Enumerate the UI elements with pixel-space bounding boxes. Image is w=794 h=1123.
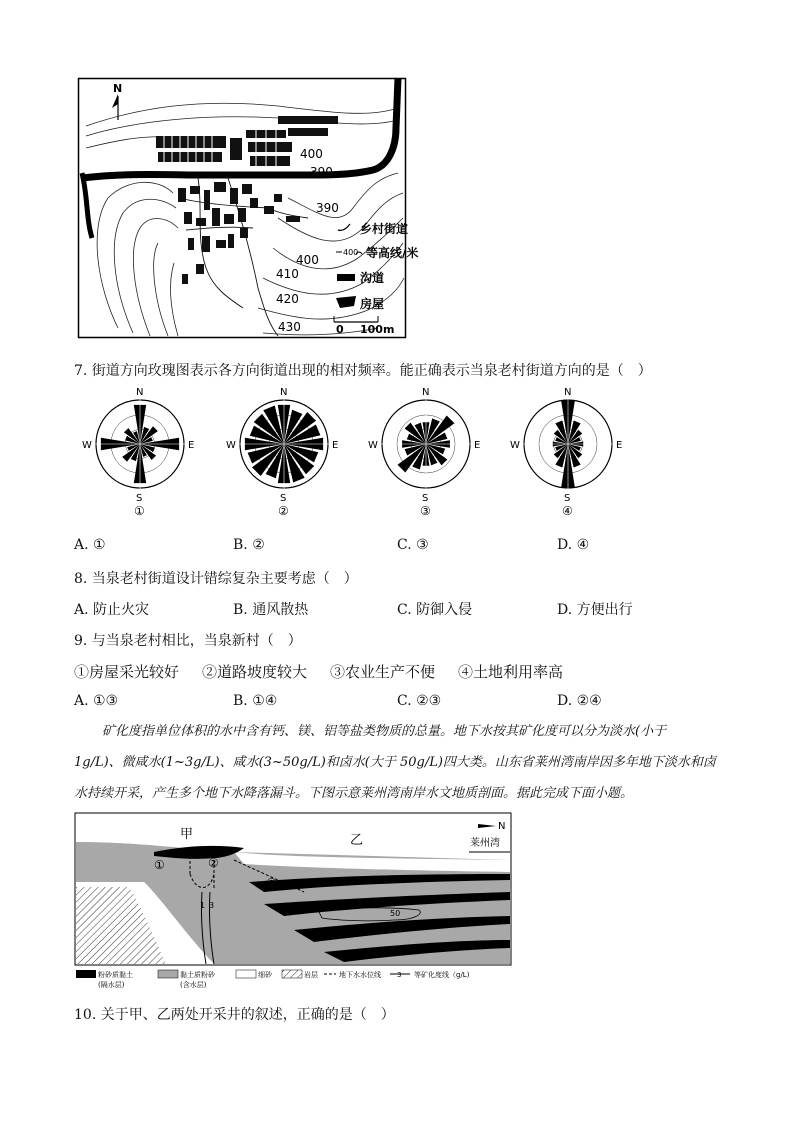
svg-text:3: 3 <box>397 971 402 979</box>
question-8: 8. 当泉老村街道设计错综复杂主要考虑（ ） <box>74 571 358 587</box>
rose-diagram-1 <box>82 387 194 518</box>
q9-option-c[interactable]: C. ②③ <box>397 693 442 709</box>
svg-text:沟道: 沟道 <box>360 271 385 285</box>
rose-direction-label: W <box>82 440 92 451</box>
svg-text:430: 430 <box>278 320 301 334</box>
rose-direction-label: W <box>510 440 520 451</box>
passage-line-3: 水持续开采，产生多个地下水降落漏斗。下图示意莱州湾南岸水文地质剖面。据此完成下面小题。 <box>74 786 634 801</box>
svg-text:等高线/米: 等高线/米 <box>366 246 419 260</box>
q7-option-d[interactable]: D. ④ <box>557 537 590 553</box>
rose-direction-label: S <box>280 493 287 504</box>
q9-item-4: ④土地利用率高 <box>458 663 564 681</box>
svg-text:390: 390 <box>310 165 333 179</box>
svg-text:细砂: 细砂 <box>258 971 272 979</box>
rose-direction-label: N <box>564 387 572 398</box>
q7-option-b[interactable]: B. ② <box>233 537 265 553</box>
north-label: N <box>113 82 123 95</box>
svg-text:①: ① <box>154 858 165 872</box>
question-7: 7. 街道方向玫瑰图表示各方向街道出现的相对频率。能正确表示当泉老村街道方向的是（ ） <box>74 363 652 379</box>
rose-direction-label: W <box>226 440 236 451</box>
svg-text:②: ② <box>208 856 219 870</box>
svg-text:乡村街道: 乡村街道 <box>360 222 409 236</box>
rose-label: ① <box>134 504 145 518</box>
bay-label: 莱州湾 <box>470 838 500 849</box>
svg-text:400: 400 <box>343 248 359 257</box>
svg-text:等矿化度线（g/L): 等矿化度线（g/L) <box>414 971 470 979</box>
rose-direction-label: E <box>616 440 623 451</box>
q9-option-a[interactable]: A. ①③ <box>74 693 119 709</box>
rose-direction-label: S <box>136 493 143 504</box>
question-9: 9. 与当泉老村相比，当泉新村（ ） <box>74 633 302 649</box>
rose-direction-label: E <box>332 440 339 451</box>
question-10: 10. 关于甲、乙两处开采井的叙述，正确的是（ ） <box>74 1007 395 1023</box>
hydrogeology-section-figure <box>74 812 514 990</box>
q8-option-c[interactable]: C. 防御入侵 <box>397 602 473 618</box>
q9-item-2: ②道路坡度较大 <box>202 663 308 681</box>
rose-direction-label: E <box>474 440 481 451</box>
svg-text:400: 400 <box>300 147 323 161</box>
rose-direction-label: N <box>422 387 430 398</box>
passage-line-1: 矿化度指单位体积的水中含有钙、镁、铝等盐类物质的总量。地下水按其矿化度可以分为淡水(小于 <box>102 724 667 739</box>
rose-label: ② <box>278 504 289 518</box>
svg-text:地下水水位线: 地下水水位线 <box>339 971 381 979</box>
rose-diagram-3 <box>368 387 480 518</box>
rose-direction-label: E <box>188 440 195 451</box>
rose-direction-label: S <box>564 493 571 504</box>
rose-diagram-2 <box>226 387 338 518</box>
svg-text:390: 390 <box>316 201 339 215</box>
svg-text:岩层: 岩层 <box>304 971 318 979</box>
rose-diagrams <box>74 380 644 526</box>
svg-text:黏土质粉砂: 黏土质粉砂 <box>180 971 215 979</box>
svg-text:410: 410 <box>276 267 299 281</box>
rose-direction-label: W <box>368 440 378 451</box>
site-yi: 乙 <box>350 833 364 848</box>
rose-direction-label: N <box>280 387 288 398</box>
q8-option-a[interactable]: A. 防止火灾 <box>74 602 150 618</box>
q9-option-b[interactable]: B. ①④ <box>233 693 278 709</box>
q9-option-d[interactable]: D. ②④ <box>557 693 602 709</box>
svg-text:1: 1 <box>200 901 206 910</box>
svg-text:0: 0 <box>336 323 344 336</box>
svg-text:③: ③ <box>266 876 277 890</box>
village-map-figure <box>78 78 419 338</box>
rose-label: ③ <box>420 504 431 518</box>
rose-diagram-4 <box>510 387 622 518</box>
q8-option-d[interactable]: D. 方便出行 <box>557 602 633 618</box>
q9-item-1: ①房屋采光较好 <box>74 663 180 681</box>
svg-text:100m: 100m <box>360 323 395 336</box>
passage-line-2: 1g/L)、微咸水(1~3g/L)、咸水(3~50g/L)和卤水(大于 50g/L)四大类。山东省莱州湾南岸因多年地下淡水和卤 <box>74 755 716 770</box>
passage <box>74 716 734 809</box>
rose-label: ④ <box>562 504 573 518</box>
q7-option-c[interactable]: C. ③ <box>397 537 429 553</box>
svg-text:420: 420 <box>276 292 299 306</box>
q8-option-b[interactable]: B. 通风散热 <box>233 602 309 618</box>
svg-text:(含水层): (含水层) <box>180 981 207 989</box>
svg-text:粉砂质黏土: 粉砂质黏土 <box>98 971 133 979</box>
site-jia: 甲 <box>180 827 194 842</box>
rose-direction-label: S <box>422 493 429 504</box>
svg-text:400: 400 <box>296 253 319 267</box>
svg-text:(隔水层): (隔水层) <box>98 981 125 989</box>
svg-text:N: N <box>498 821 506 832</box>
q7-option-a[interactable]: A. ① <box>74 537 106 553</box>
map2-legend <box>76 970 470 989</box>
svg-text:50: 50 <box>390 909 401 918</box>
rose-direction-label: N <box>136 387 144 398</box>
q9-item-3: ③农业生产不便 <box>330 663 436 681</box>
svg-text:房屋: 房屋 <box>360 297 385 311</box>
svg-text:3: 3 <box>209 901 215 910</box>
